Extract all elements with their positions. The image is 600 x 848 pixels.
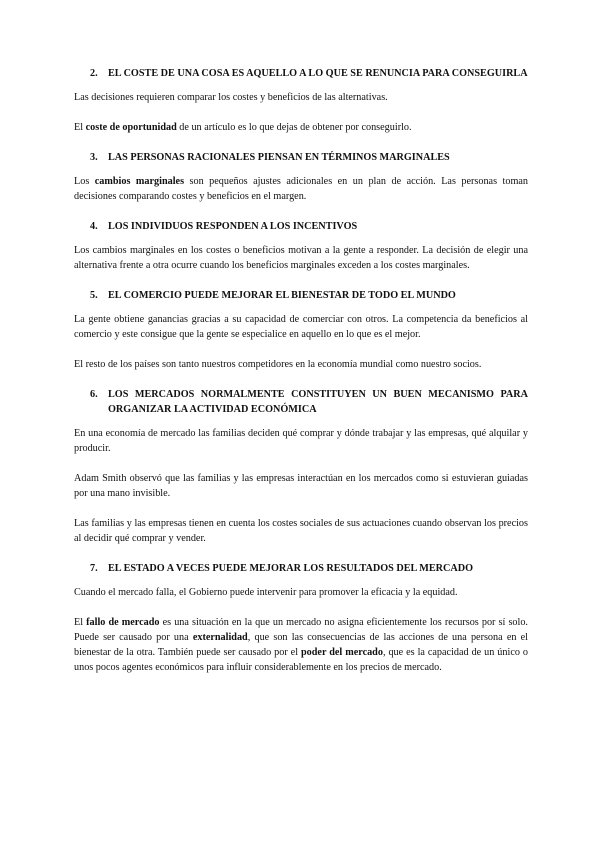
section-number: 4. <box>90 221 98 232</box>
body-paragraph <box>74 516 528 546</box>
section-heading <box>90 288 528 303</box>
section-title: EL ESTADO A VECES PUEDE MEJORAR LOS RESULTADOS DEL MERCADO <box>108 563 474 574</box>
text-run: Los cambios marginales en los costes o beneficios motivan a la gente a responder. La decisión de elegir una alternativa frente a otra ocurre cuando los beneficios marginales exceden a los costes marginales. <box>74 245 528 271</box>
bold-term: poder del mercado <box>301 647 383 658</box>
text-run: , que son las consecuencias de las acciones de una persona en el bienestar de la otra. También puede ser causado por el <box>74 632 528 658</box>
section-title: LAS PERSONAS RACIONALES PIENSAN EN TÉRMINOS MARGINALES <box>108 152 450 163</box>
text-run: es una situación en la que un mercado no asigna eficientemente los recursos por sí solo. Puede ser causado por una <box>74 617 528 643</box>
document-content <box>74 66 528 690</box>
text-run: En una economía de mercado las familias deciden qué comprar y dónde trabajar y las empresas, qué alquilar y producir. <box>74 428 528 454</box>
body-paragraph <box>74 471 528 501</box>
section-number: 6. <box>90 389 98 400</box>
section-number: 5. <box>90 290 98 301</box>
body-paragraph <box>74 615 528 675</box>
section-heading <box>90 561 528 576</box>
body-paragraph <box>74 426 528 456</box>
body-paragraph <box>74 90 528 105</box>
section-number: 2. <box>90 68 98 79</box>
section-number: 7. <box>90 563 98 574</box>
text-run: El resto de los países son tanto nuestros competidores en la economía mundial como nuestro socios. <box>74 359 482 370</box>
bold-term: coste de oportunidad <box>85 122 177 133</box>
text-run: Adam Smith observó que las familias y las empresas interactúan en los mercados como si estuvieran guiadas por una mano invisible. <box>74 473 528 499</box>
text-run: Las decisiones requieren comparar los costes y beneficios de las alternativas. <box>74 92 388 103</box>
body-paragraph <box>74 312 528 342</box>
text-run: La gente obtiene ganancias gracias a su capacidad de comerciar con otros. La competencia da beneficios al comercio y este consigue que la gente se especialice en aquello en lo que es el mejor. <box>74 314 528 340</box>
body-paragraph <box>74 174 528 204</box>
body-paragraph <box>74 585 528 600</box>
body-paragraph <box>74 243 528 273</box>
bold-term: externalidad <box>192 632 248 643</box>
bold-term: fallo de mercado <box>86 617 160 628</box>
text-run: El <box>74 617 87 628</box>
bold-term: cambios marginales <box>94 176 185 187</box>
section-title: LOS INDIVIDUOS RESPONDEN A LOS INCENTIVOS <box>108 221 358 232</box>
text-run: Las familias y las empresas tienen en cuenta los costes sociales de sus actuaciones cuando observan los precios al decidir qué comprar y vender. <box>74 518 528 544</box>
text-run: Los <box>74 176 95 187</box>
text-run: El <box>74 122 86 133</box>
section-heading <box>90 219 528 234</box>
section-number: 3. <box>90 152 98 163</box>
body-paragraph <box>74 120 528 135</box>
section-heading <box>90 150 528 165</box>
section-heading <box>90 387 528 417</box>
section-heading <box>90 66 528 81</box>
text-run: son pequeños ajustes adicionales en un plan de acción. Las personas toman decisiones comparando costes y beneficios en el margen. <box>74 176 528 202</box>
text-run: de un artículo es lo que dejas de obtener por conseguirlo. <box>176 122 412 133</box>
section-title: EL COMERCIO PUEDE MEJORAR EL BIENESTAR DE TODO EL MUNDO <box>108 290 456 301</box>
text-run: Cuando el mercado falla, el Gobierno puede intervenir para promover la eficacia y la equidad. <box>74 587 458 598</box>
section-title: EL COSTE DE UNA COSA ES AQUELLO A LO QUE SE RENUNCIA PARA CONSEGUIRLA <box>108 68 528 79</box>
text-run: , que es la capacidad de un único o unos pocos agentes económicos para influir considerablemente en los precios de mercado. <box>74 647 528 673</box>
body-paragraph <box>74 357 528 372</box>
section-title: LOS MERCADOS NORMALMENTE CONSTITUYEN UN BUEN MECANISMO PARA ORGANIZAR LA ACTIVIDAD ECONÓMICA <box>108 389 528 415</box>
